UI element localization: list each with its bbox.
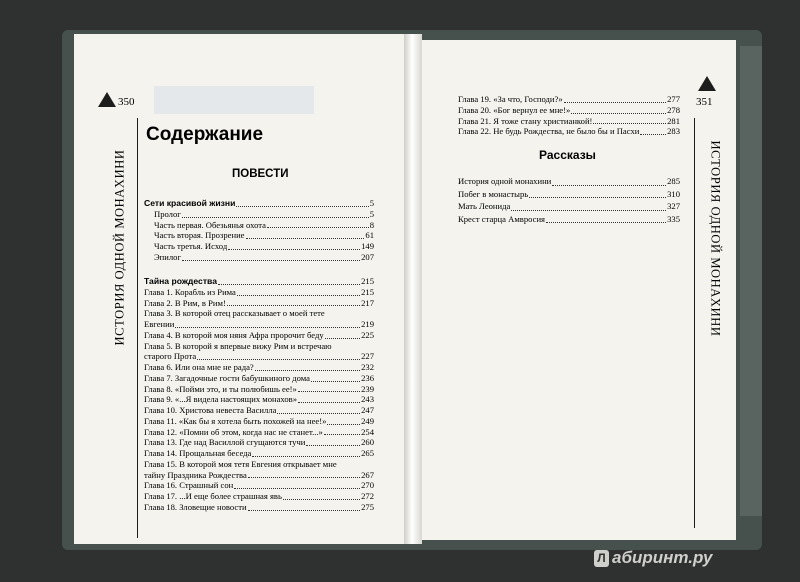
toc-list-continued [458, 94, 680, 137]
toc-entry [458, 105, 680, 116]
toc-entry [144, 491, 374, 502]
toc-entry [144, 298, 374, 309]
toc-leader-dots [552, 185, 666, 186]
toc-entry [144, 437, 374, 448]
toc-entry [144, 351, 374, 362]
toc-entry [458, 175, 680, 188]
toc-entry-title: Пролог [154, 208, 181, 219]
toc-entry-page: 149 [361, 241, 374, 251]
toc-entry-title: Глава 2. В Рим, в Рим! [144, 297, 226, 308]
toc-leader-dots [218, 284, 360, 285]
toc-entry-page: 247 [361, 405, 374, 415]
toc-leader-dots [237, 295, 360, 296]
toc-entry-title: Глава 16. Страшный сон [144, 480, 234, 491]
toc-entry-line: Глава 5. В которой я впервые вижу Рим и встречаю [144, 340, 332, 351]
toc-entry [144, 373, 374, 384]
toc-entry-title: Глава 8. «Пойми это, и ты полюбишь ее!» [144, 383, 297, 394]
toc-entry-title: Глава 7. Загадочные гости бабушкиного дома [144, 372, 310, 383]
toc-entry-page: 217 [361, 297, 374, 308]
section-povesti: ПОВЕСТИ [232, 168, 289, 180]
toc-entry-title: Часть вторая. Прозрение [154, 230, 245, 241]
toc-entry-page: 61 [365, 230, 374, 241]
toc-entry-page: 285 [667, 176, 680, 186]
toc-entry-page: 207 [361, 251, 374, 262]
left-margin-rule [137, 118, 138, 538]
toc-leader-dots [255, 370, 360, 371]
toc-leader-dots [571, 113, 666, 114]
toc-entry-title: Тайна рождества [144, 276, 217, 286]
toc-entry [144, 480, 374, 491]
toc-entry-page: 5 [369, 208, 374, 219]
toc-leader-dots [175, 327, 360, 328]
toc-leader-dots [252, 456, 360, 457]
cover-edge [740, 46, 762, 516]
toc-leader-dots [593, 123, 666, 124]
toc-entry-title: Глава 12. «Помни об этом, когда нас не станет...» [144, 426, 323, 437]
contents-heading: Содержание [146, 124, 264, 145]
toc-entry [144, 230, 374, 241]
toc-entry-title: Часть первая. Обезьянья охота [154, 219, 266, 230]
toc-entry [458, 213, 680, 226]
toc-list-seti [144, 198, 374, 263]
toc-entry-title: Крест старца Амвросия [458, 213, 545, 224]
right-running-title: ИСТОРИЯ ОДНОЙ МОНАХИНИ [708, 140, 723, 337]
monastery-icon [698, 76, 716, 91]
toc-entry-page: 254 [361, 426, 374, 437]
toc-entry [144, 319, 374, 330]
toc-entry-line: Глава 3. В которой отец рассказывает о моей тете [144, 308, 325, 319]
toc-entry-page: 225 [361, 329, 374, 340]
labirint-logo: Л [594, 550, 609, 567]
toc-entry-title: Евгении [144, 319, 175, 329]
toc-entry [144, 470, 374, 481]
toc-leader-dots [267, 227, 369, 228]
toc-leader-dots [227, 305, 360, 306]
toc-entry-page: 310 [667, 188, 680, 199]
toc-entry-page: 270 [361, 480, 374, 491]
toc-entry-page: 215 [361, 276, 374, 286]
toc-leader-dots [277, 413, 360, 414]
toc-entry-title: Глава 20. «Бог вернул ее мне!» [458, 104, 571, 115]
toc-entry-page: 283 [667, 126, 680, 137]
toc-leader-dots [529, 197, 666, 198]
toc-leader-dots [298, 391, 360, 392]
toc-leader-dots [248, 510, 361, 511]
toc-entry [458, 94, 680, 105]
toc-leader-dots [306, 445, 360, 446]
toc-leader-dots [325, 338, 360, 339]
toc-entry-page: 236 [361, 372, 374, 383]
right-page-number: 351 [696, 96, 713, 108]
toc-entry-page: 219 [361, 319, 374, 329]
toc-entry [144, 394, 374, 405]
toc-entry-title: Глава 4. В которой моя няня Афра пророчит беду [144, 329, 324, 340]
toc-entry-line: Глава 15. В которой моя тетя Евгения открывает мне [144, 458, 337, 469]
heading-band [154, 86, 314, 114]
toc-entry-title: старого Прота [144, 351, 197, 362]
toc-leader-dots [182, 260, 360, 261]
toc-entry-page: 239 [361, 383, 374, 394]
toc-entry-page: 215 [361, 286, 374, 297]
toc-entry-title: тайну Праздника Рождества [144, 469, 247, 480]
toc-entry [144, 198, 374, 209]
toc-entry-title: Глава 11. «Как бы я хотела быть похожей на нее!» [144, 415, 327, 426]
toc-entry-page: 265 [361, 448, 374, 458]
toc-leader-dots [311, 381, 360, 382]
toc-entry-page: 260 [361, 437, 374, 448]
toc-entry [144, 287, 374, 298]
toc-entry-page: 272 [361, 491, 374, 501]
toc-entry [144, 209, 374, 220]
toc-entry-page: 232 [361, 362, 374, 372]
toc-entry-title: Глава 1. Корабль из Рима [144, 286, 236, 297]
toc-entry-title: Мать Леонида [458, 201, 511, 211]
toc-leader-dots [298, 402, 360, 403]
toc-leader-dots [324, 434, 360, 435]
toc-leader-dots [327, 424, 360, 425]
toc-entry-title: История одной монахини [458, 176, 552, 186]
toc-entry [144, 416, 374, 427]
toc-entry-title: Глава 17. ...И еще более страшная явь [144, 491, 282, 501]
toc-list-tayna [144, 276, 374, 513]
toc-leader-dots [182, 217, 369, 218]
left-running-title: ИСТОРИЯ ОДНОЙ МОНАХИНИ [112, 149, 127, 346]
toc-entry-title: Глава 14. Прощальная беседа [144, 448, 252, 458]
toc-entry-page: 227 [361, 351, 374, 362]
toc-entry [458, 188, 680, 201]
toc-entry-page: 278 [667, 104, 680, 115]
toc-entry-title: Часть третья. Исход [154, 241, 228, 251]
toc-entry [458, 200, 680, 213]
toc-entry-title: Глава 9. «...Я видела настоящих монахов» [144, 394, 298, 405]
toc-leader-dots [511, 210, 666, 211]
toc-entry-page: 267 [361, 469, 374, 480]
monastery-icon [98, 92, 116, 107]
toc-entry-page: 327 [667, 201, 680, 211]
toc-leader-dots [246, 238, 365, 239]
toc-leader-dots [546, 222, 666, 223]
toc-entry-title: Глава 19. «За что, Господи?» [458, 94, 563, 104]
toc-entry [144, 448, 374, 459]
toc-leader-dots [283, 499, 360, 500]
toc-leader-dots [236, 206, 368, 207]
toc-entry-page: 275 [361, 501, 374, 512]
toc-entry [144, 220, 374, 231]
toc-entry [144, 405, 374, 416]
book-gutter [404, 34, 422, 544]
toc-entry-page: 243 [361, 394, 374, 405]
toc-entry [144, 362, 374, 373]
left-page-number: 350 [118, 96, 135, 108]
toc-entry-page: 277 [667, 94, 680, 104]
toc-entry [144, 427, 374, 438]
toc-entry [458, 126, 680, 137]
toc-entry-title: Эпилог [154, 251, 181, 262]
labirint-watermark: абиринт.ру [612, 548, 713, 567]
toc-entry-title: Сети красивой жизни [144, 198, 236, 208]
toc-entry-title: Глава 6. Или она мне не рада? [144, 362, 254, 372]
toc-entry-title: Глава 22. Не будь Рождества, не было бы и Пасхи [458, 126, 640, 137]
toc-entry-title: Глава 13. Где над Василлой сгущаются тучи [144, 437, 306, 448]
toc-entry-page: 281 [667, 115, 680, 126]
toc-entry-title: Побег в монастырь [458, 188, 529, 199]
right-margin-rule [694, 118, 695, 528]
toc-entry-page: 5 [369, 198, 374, 208]
toc-leader-dots [564, 102, 666, 103]
toc-entry-title: Глава 10. Христова невеста Василла [144, 405, 277, 415]
toc-leader-dots [197, 359, 360, 360]
toc-entry [144, 252, 374, 263]
section-rasskazy: Рассказы [539, 148, 596, 162]
toc-entry [144, 330, 374, 341]
toc-entry-title: Глава 18. Зловещие новости [144, 501, 247, 512]
toc-list-stories [458, 175, 680, 225]
toc-entry-page: 335 [667, 213, 680, 224]
toc-leader-dots [248, 477, 360, 478]
toc-leader-dots [640, 134, 666, 135]
toc-leader-dots [228, 249, 360, 250]
toc-entry [144, 502, 374, 513]
toc-entry [144, 276, 374, 287]
toc-leader-dots [234, 488, 360, 489]
toc-entry [144, 241, 374, 252]
toc-entry-page: 249 [361, 415, 374, 426]
toc-entry-title: Глава 21. Я тоже стану христианкой! [458, 115, 593, 126]
toc-entry [458, 116, 680, 127]
toc-entry-page: 8 [369, 219, 374, 230]
toc-entry [144, 384, 374, 395]
